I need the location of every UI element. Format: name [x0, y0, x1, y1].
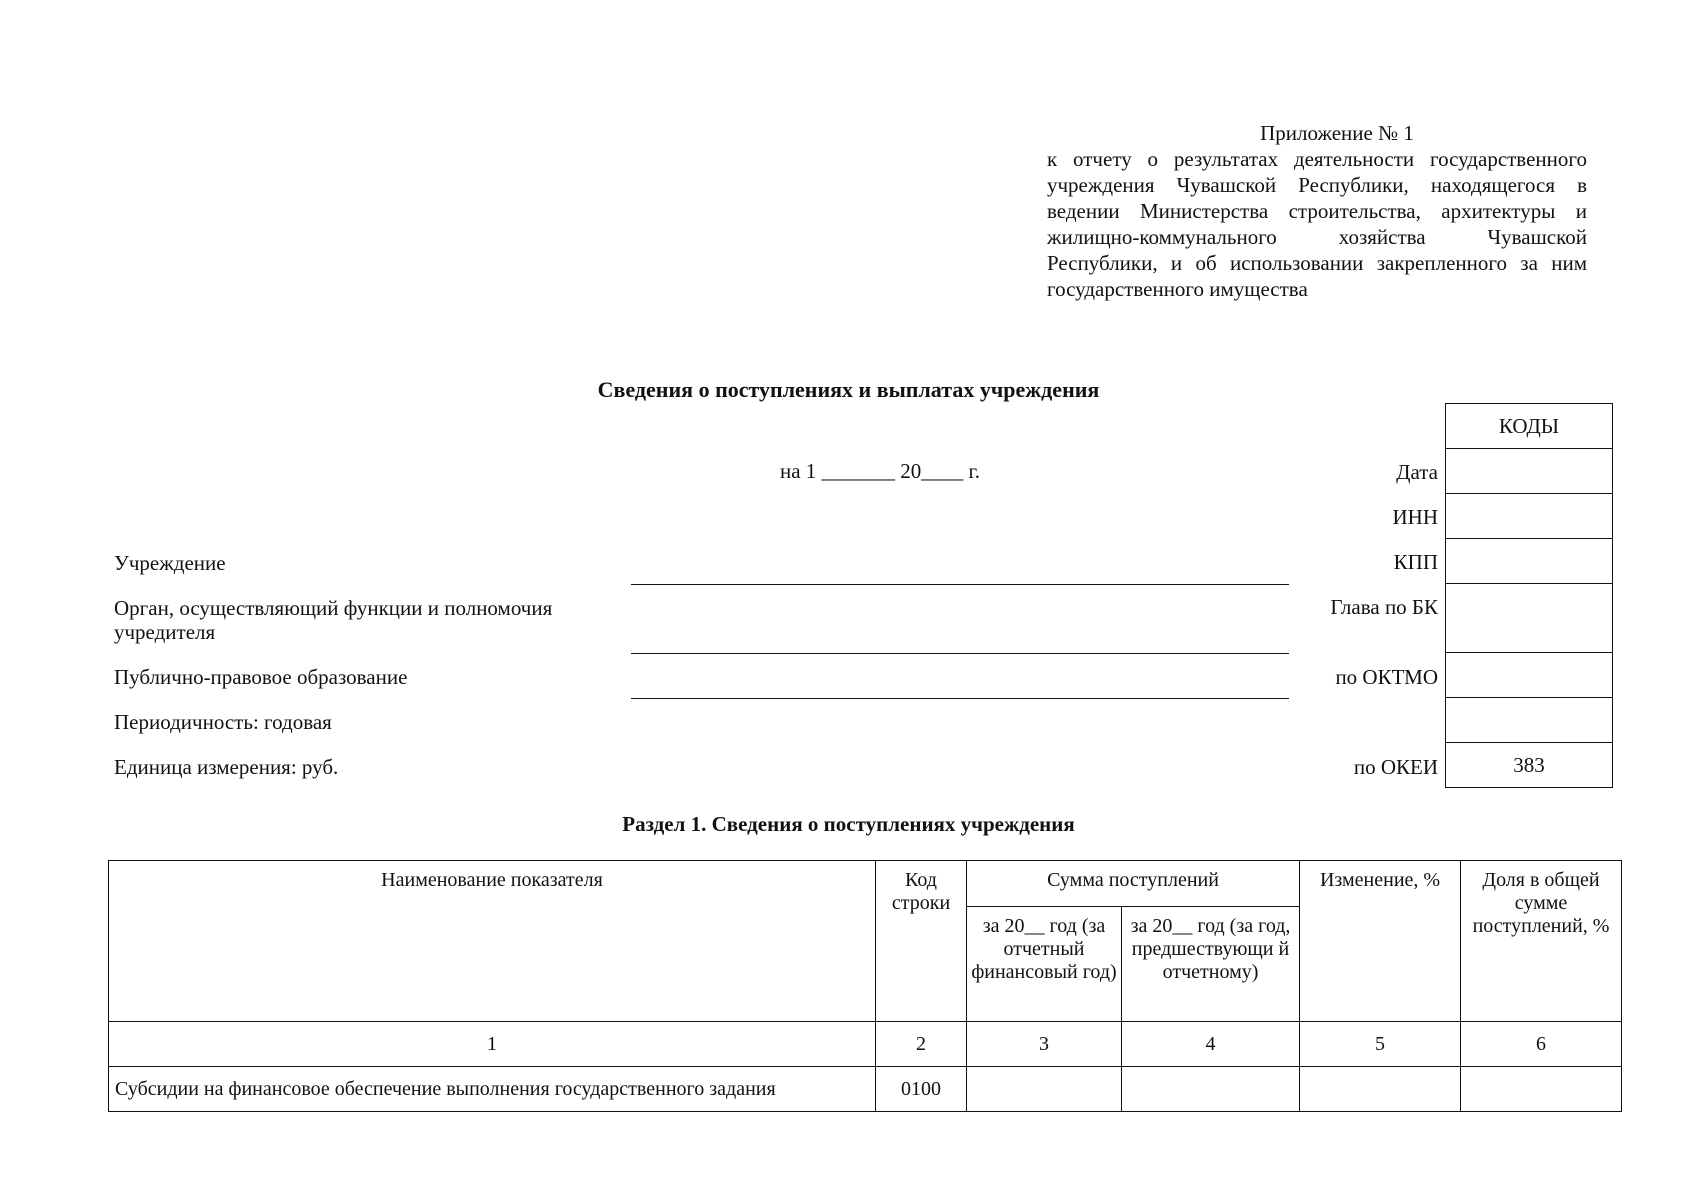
institution-label: Учреждение	[114, 551, 226, 575]
codes-header: КОДЫ	[1446, 404, 1613, 449]
institution-field-line[interactable]	[631, 584, 1289, 585]
code-kpp-cell[interactable]	[1446, 539, 1613, 584]
col-number-6: 6	[1461, 1022, 1622, 1067]
col-number-3: 3	[967, 1022, 1122, 1067]
row-sum-prev-cell[interactable]	[1122, 1067, 1300, 1112]
col-number-2: 2	[876, 1022, 967, 1067]
col-sum-prev-header: за 20__ год (за год, предшествующи й отчетному)	[1122, 907, 1300, 1022]
code-glava-cell[interactable]	[1446, 584, 1613, 653]
row-name-cell: Субсидии на финансовое обеспечение выполнения государственного задания	[109, 1067, 876, 1112]
col-code-header: Код строки	[876, 861, 967, 1022]
column-numbers-row	[109, 1022, 1622, 1067]
col-number-5: 5	[1300, 1022, 1461, 1067]
codes-table	[1445, 403, 1613, 788]
col-share-header: Доля в общей сумме поступлений, %	[1461, 861, 1622, 1022]
row-change-cell[interactable]	[1300, 1067, 1461, 1112]
code-date-cell[interactable]	[1446, 449, 1613, 494]
municipality-label: Публично-правовое образование	[114, 665, 408, 689]
appendix-block	[1047, 120, 1587, 302]
row-code-cell: 0100	[876, 1067, 967, 1112]
col-number-4: 4	[1122, 1022, 1300, 1067]
code-oktmo-cell[interactable]	[1446, 653, 1613, 698]
founder-field-line[interactable]	[631, 653, 1289, 654]
appendix-heading: Приложение № 1	[1260, 121, 1414, 145]
inn-label: ИНН	[1392, 505, 1438, 529]
founder-label: Орган, осуществляющий функции и полномочия учредителя	[114, 596, 553, 644]
date-line: на 1 _______ 20____ г.	[780, 459, 981, 483]
date-label: Дата	[1396, 460, 1438, 484]
section1-title: Раздел 1. Сведения о поступлениях учреждения	[622, 812, 1075, 836]
glava-label: Глава по БК	[1330, 595, 1438, 619]
code-periodicity-cell[interactable]	[1446, 698, 1613, 743]
col-change-header: Изменение, %	[1300, 861, 1461, 1022]
oktmo-label: по ОКТМО	[1335, 665, 1438, 689]
row-share-cell[interactable]	[1461, 1067, 1622, 1112]
table-row	[109, 1067, 1622, 1112]
row-sum-report-cell[interactable]	[967, 1067, 1122, 1112]
col-sum-header: Сумма поступлений	[967, 861, 1300, 907]
code-okei-cell: 383	[1446, 743, 1613, 788]
municipality-field-line[interactable]	[631, 698, 1289, 699]
income-table	[108, 860, 1622, 1112]
col-sum-report-header: за 20__ год (за отчетный финансовый год)	[967, 907, 1122, 1022]
page-title: Сведения о поступлениях и выплатах учреждения	[597, 377, 1100, 402]
appendix-text: к отчету о результатах деятельности государственного учреждения Чувашской Республики, находящегося в ведении Министерства строительства, архитектуры и жилищно-коммунального хозяйства Чувашской Республики, и об использовании закрепленного за ним государственного имущества	[1047, 147, 1587, 301]
periodicity-label: Периодичность: годовая	[114, 710, 332, 734]
unit-label: Единица измерения: руб.	[114, 755, 339, 779]
col-number-1: 1	[109, 1022, 876, 1067]
col-name-header: Наименование показателя	[109, 861, 876, 1022]
code-inn-cell[interactable]	[1446, 494, 1613, 539]
okei-label: по ОКЕИ	[1353, 755, 1438, 779]
kpp-label: КПП	[1393, 550, 1438, 574]
